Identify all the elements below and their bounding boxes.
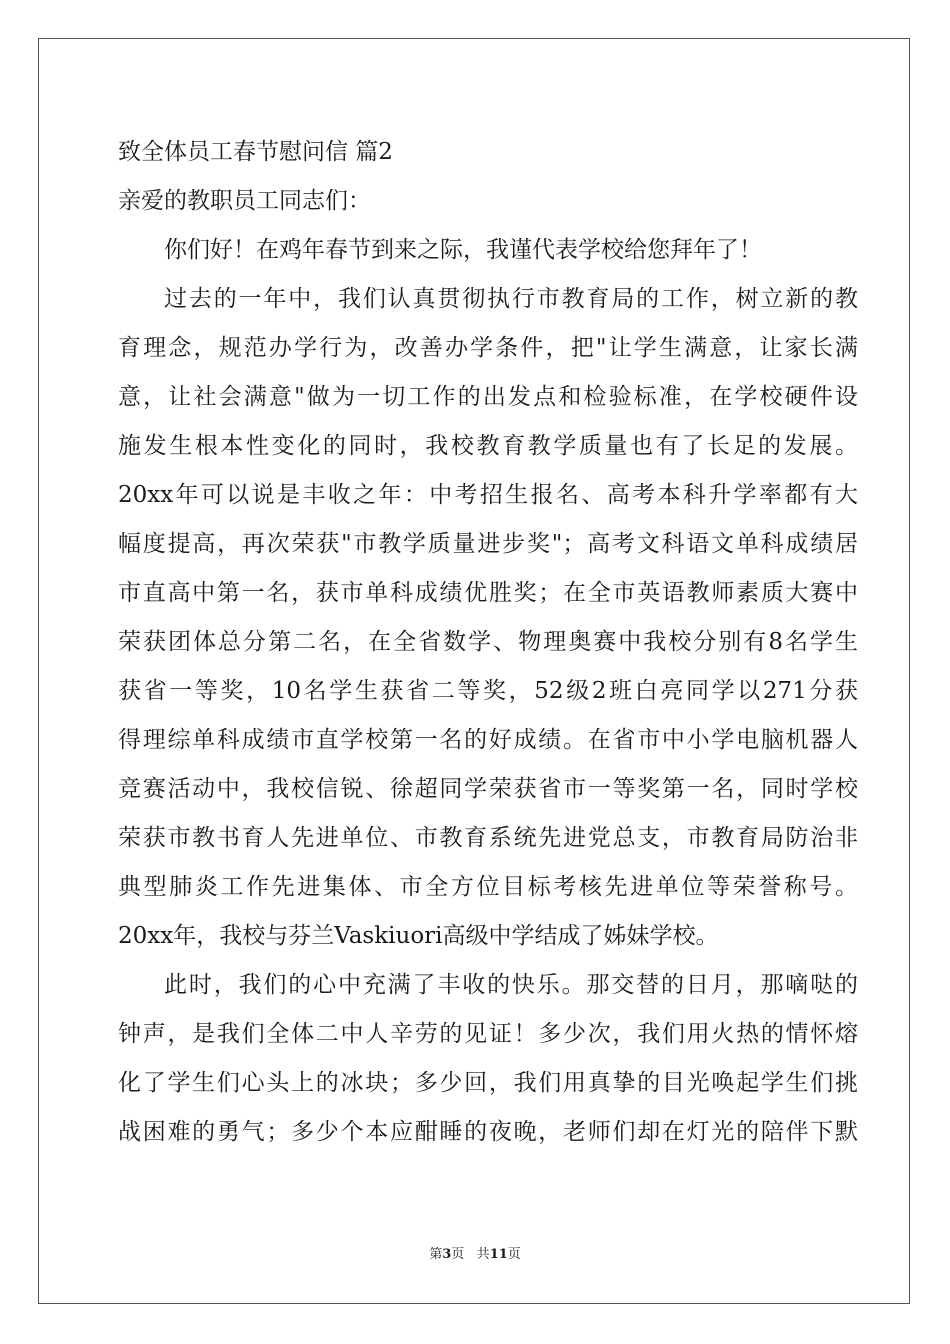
salutation: 亲爱的教职员工同志们： <box>118 188 371 214</box>
paragraph-line: 钟声，是我们全体二中人辛劳的见证！多少次，我们用火热的情怀熔 <box>118 1021 858 1047</box>
paragraph-line: 市直高中第一名，获市单科成绩优胜奖；在全市英语教师素质大赛中 <box>118 580 858 606</box>
paragraph-line: 获省一等奖，10名学生获省二等奖，52级2班白亮同学以271分获 <box>118 678 858 704</box>
page-label-suffix: 页 <box>451 1247 465 1262</box>
paragraph-line: 你们好！在鸡年春节到来之际，我谨代表学校给您拜年了！ <box>164 237 762 263</box>
total-pages: 11 <box>489 1247 508 1262</box>
document-body <box>118 128 858 1157</box>
page-label-prefix: 第 <box>429 1247 443 1262</box>
page-number: 3 <box>442 1247 452 1262</box>
paragraph-line: 意，让社会满意"做为一切工作的出发点和检验标准，在学校硬件设 <box>118 384 858 410</box>
paragraph-line: 此时，我们的心中充满了丰收的快乐。那交替的日月，那嘀哒的 <box>164 972 858 998</box>
page-footer <box>0 1245 950 1265</box>
paragraph-line: 化了学生们心头上的冰块；多少回，我们用真挚的目光唤起学生们挑 <box>118 1070 858 1096</box>
paragraph-line: 施发生根本性变化的同时，我校教育教学质量也有了长足的发展。 <box>118 433 858 459</box>
total-suffix: 页 <box>507 1247 521 1262</box>
paragraph-line: 育理念，规范办学行为，改善办学条件，把"让学生满意，让家长满 <box>118 335 858 361</box>
paragraph-line: 荣获市教书育人先进单位、市教育系统先进党总支，市教育局防治非 <box>118 825 858 851</box>
paragraph-line: 典型肺炎工作先进集体、市全方位目标考核先进单位等荣誉称号。 <box>118 874 858 900</box>
paragraph-line: 竞赛活动中，我校信锐、徐超同学荣获省市一等奖第一名，同时学校 <box>118 776 858 802</box>
total-prefix: 共 <box>476 1247 490 1262</box>
paragraph-line: 20xx年可以说是丰收之年：中考招生报名、高考本科升学率都有大 <box>118 482 858 508</box>
paragraph-line: 20xx年，我校与芬兰Vaskiuori高级中学结成了姊妹学校。 <box>118 923 719 949</box>
paragraph-line: 得理综单科成绩市直学校第一名的好成绩。在省市中小学电脑机器人 <box>118 727 858 753</box>
paragraph-line: 战困难的勇气；多少个本应酣睡的夜晚，老师们却在灯光的陪伴下默 <box>118 1119 858 1145</box>
paragraph-line: 过去的一年中，我们认真贯彻执行市教育局的工作，树立新的教 <box>164 286 858 312</box>
document-title: 致全体员工春节慰问信 篇2 <box>118 139 393 165</box>
paragraph-line: 荣获团体总分第二名，在全省数学、物理奥赛中我校分别有8名学生 <box>118 629 858 655</box>
paragraph-line: 幅度提高，再次荣获"市教学质量进步奖"；高考文科语文单科成绩居 <box>118 531 858 557</box>
